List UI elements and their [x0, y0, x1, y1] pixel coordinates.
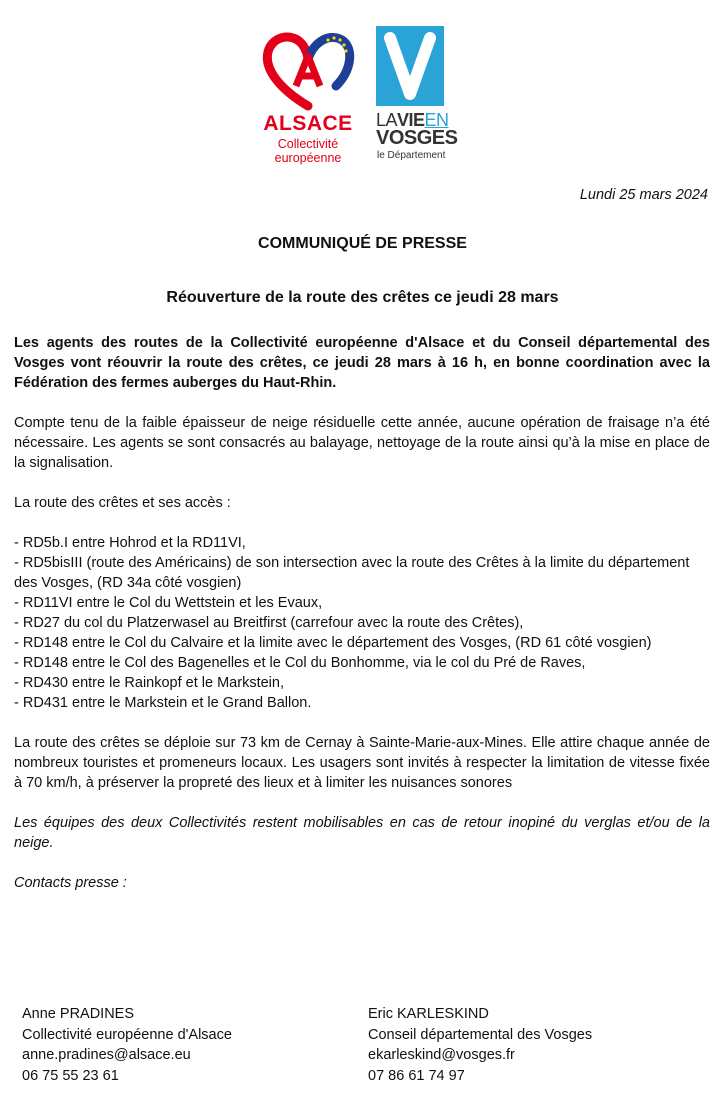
alsace-heart-logo-icon [258, 26, 358, 112]
contact-phone: 07 86 61 74 97 [368, 1067, 465, 1084]
list-item: - RD11VI entre le Col du Wettstein et les Evaux, [14, 595, 323, 611]
press-release-date: Lundi 25 mars 2024 [579, 187, 708, 203]
press-release-body [14, 333, 710, 893]
vosges-logo-la: LA [376, 110, 398, 130]
contact-card-alsace [22, 1004, 352, 1086]
vosges-logo-en: EN [424, 110, 449, 130]
logos-header [0, 20, 725, 180]
contact-name: Anne PRADINES [22, 1006, 135, 1022]
vosges-logo-vosges: VOSGES [376, 127, 458, 149]
list-item: - RD148 entre le Col des Bagenelles et le Col du Bonhomme, via le col du Pré de Raves, [14, 655, 586, 671]
vosges-v-logo-icon [376, 26, 444, 106]
list-item: - RD148 entre le Col du Calvaire et la limite avec le département des Vosges, (RD 61 côté vosgien) [14, 635, 652, 651]
vosges-logo-department: le Département [377, 150, 446, 161]
contact-email[interactable]: anne.pradines@alsace.eu [22, 1047, 191, 1063]
route-paragraph: La route des crêtes se déploie sur 73 km de Cernay à Sainte-Marie-aux-Mines. Elle attire chaque année de nombreux touristes et promeneurs locaux. Les usagers sont invités à respecter la limitation de vitesse fixée à 70 km/h, à préserver la propreté des lieux et à limiter les nuisances sonores [14, 735, 710, 791]
alsace-logo-name: ALSACE [263, 112, 353, 135]
snow-paragraph: Compte tenu de la faible épaisseur de neige résiduelle cette année, aucune opération de fraisage n’a été nécessaire. Les agents se sont consacrés au balayage, nettoyage de la route ainsi qu’à la mise en place de la signalisation. [14, 415, 710, 471]
alsace-logo-line2: européenne [274, 151, 342, 165]
list-item: - RD431 entre le Markstein et le Grand Ballon. [14, 695, 312, 711]
press-release-subtitle: Réouverture de la route des crêtes ce jeudi 28 mars [166, 289, 559, 306]
press-release-title: COMMUNIQUÉ DE PRESSE [258, 235, 467, 252]
list-intro: La route des crêtes et ses accès : [14, 495, 231, 511]
contact-organization: Collectivité européenne d'Alsace [22, 1026, 232, 1043]
contact-phone: 06 75 55 23 61 [22, 1067, 119, 1084]
contact-organization: Conseil départemental des Vosges [368, 1026, 593, 1043]
contact-name: Eric KARLESKIND [368, 1006, 489, 1022]
alsace-logo-line1: Collectivité [277, 137, 339, 151]
contact-card-vosges [368, 1004, 698, 1086]
alsace-logo [258, 26, 358, 176]
list-item: - RD5b.I entre Hohrod et la RD11VI, [14, 535, 246, 551]
lead-paragraph: Les agents des routes de la Collectivité européenne d'Alsace et du Conseil départemental des Vosges vont réouvrir la route des crêtes, ce jeudi 28 mars à 16 h, en bonne coordination avec la Fédération des fermes auberges du Haut-Rhin. [14, 335, 710, 391]
contact-email[interactable]: ekarleskind@vosges.fr [368, 1047, 515, 1063]
contacts-heading: Contacts presse : [14, 875, 127, 891]
teams-paragraph: Les équipes des deux Collectivités restent mobilisables en cas de retour inopiné du verglas et/ou de la neige. [14, 815, 710, 851]
list-item: - RD430 entre le Rainkopf et le Markstein, [14, 675, 284, 691]
vosges-logo-vie: VIE [397, 110, 425, 130]
vosges-logo [374, 26, 460, 176]
list-item: - RD27 du col du Platzerwasel au Breitfirst (carrefour avec la route des Crêtes), [14, 615, 524, 631]
list-item: - RD5bisIII (route des Américains) de son intersection avec la route des Crêtes à la limite du département des Vosges, (RD 34a côté vosgien) [14, 555, 690, 591]
